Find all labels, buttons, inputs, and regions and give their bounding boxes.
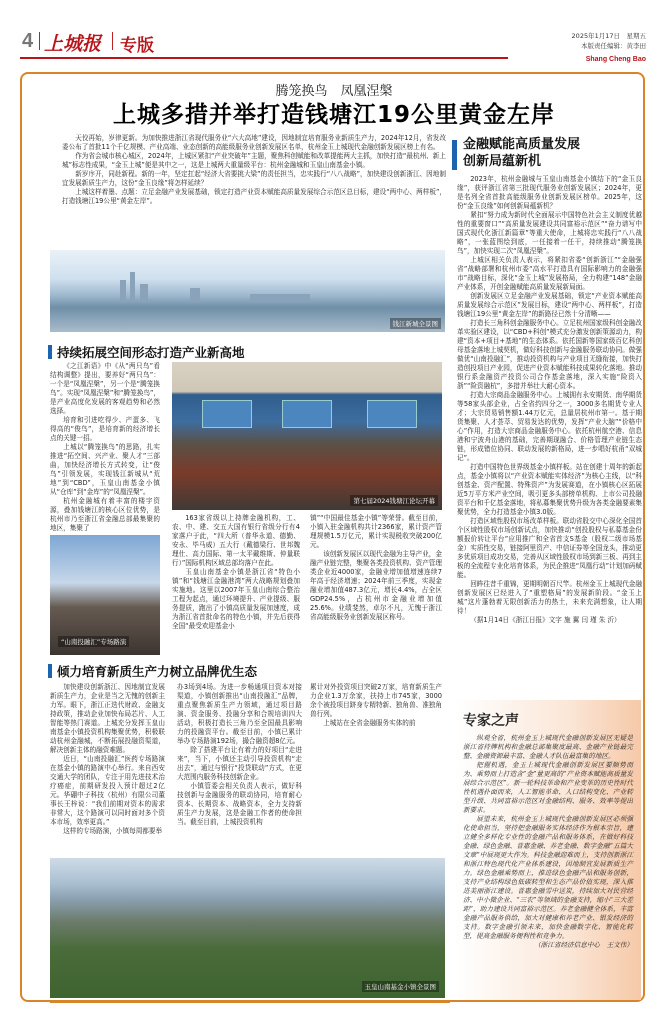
- skyline-photo: [50, 250, 445, 332]
- header-rule: [20, 57, 508, 59]
- page-number: 4: [22, 30, 34, 52]
- section2-col1: 《之江新语》中《从“两只鸟”看结构调整》提出，要养好“两只鸟”：一个是“凤凰涅槃”，另一个是“腾笼换鸟”。实现“凤凰涅槃”和“腾笼换鸟”，是产业高度化发展的客观趋势和必然选择。 培育和引进吃得少、产蛋多、飞得高的“俊鸟”，是培育新的经济增长点的关键一招。 上城以“腾笼换鸟”的思路，扎实推进“拓空间、兴产业、聚人才”三部曲，加快经济增长方式转变，让“俊鸟”引领发展，实现钱江新城从“荒地”到“CBD”，玉皇山南基金小镇从“仓库”到“金库”的“凤凰涅槃”。 杭州金融城有着丰富的楼宇资源，叠加钱塘江的核心区位优势，是杭州市乃至浙江省金融总部最集聚的地区，集聚了: [50, 362, 160, 532]
- bottom-rule: [50, 1001, 450, 1003]
- paragraph: 新岁序开，同赴新程。新的一年，坚定扛起“经济大省要挑大梁”的责任担当，忠实践行“八八战略”，加快建设创新浙江、因地制宜发展新质生产力，这份“金玉良缘”将怎样延续？: [62, 170, 446, 187]
- section-heading: 持续拓展空间形态打造产业新高地: [48, 343, 245, 361]
- page-title: 上城多措并举打造钱塘江19公里黄金左岸: [112, 102, 555, 128]
- conference-photo: [172, 362, 442, 510]
- photo-caption: 玉皇山南基金小镇全景图: [362, 981, 440, 992]
- section-bar: [48, 345, 52, 359]
- section3-col3: 累计对外投资项目突破2万家，培育新质生产力企业1.3万余家，扶持上市745家，3000余个被投项目跻身专精特新、独角兽、准独角兽行列。 上城站在全省金融服务实体的前: [310, 683, 442, 727]
- paragraph: 上城这样着墨、点题：立足金融产业发展基础，锁定打造产业资本赋能高质量发展综合示范区总目标，建设“两中心、两样板”，打造钱塘江19公里“黄金左岸”。: [62, 188, 446, 205]
- paragraph: 作为省会城市核心城区，2024年，上城区紧扣“产业突破年”主题，聚焦科创赋能和改革提能两大主抓，加快打造“最杭州、新上城”标志性成果，“金玉上城”便是其中之一，这是上城两大重量级平台：杭州金融城和玉皇山南基金小镇。: [62, 152, 446, 169]
- headline-kicker: 腾笼换鸟 凤凰涅槃: [275, 84, 393, 99]
- section3-col1: 加快建设创新浙江、因地制宜发展新质生产力，企业是当之无愧的创新主力军。眼下，浙江正迭代财政、金融支持政策，推动企业加快布局芯片、人工智能等热门赛道。上城充分发挥玉皇山南基金小镇投资机构集聚优势，积极联动杭州金融城，不断拓展投融资渠道，解决创新主体的融资难题。 近日，“山南投融汇”医药专场路演在基金小镇的路演中心举行。来自西安交通大学的团队，专注于用先进技术治疗癌症，前期研发投入预计超过2亿元。华硼中子科技（杭州）有限公司董事长王梓说：“我们前期对资本的需求非常大，这个路演可以同时面对多个资本市场，效率更高。” 这样的专场路演，小镇每周都要举: [50, 683, 165, 835]
- section-heading: 倾力培育新质生产力树立品牌优生态: [48, 662, 257, 680]
- issue-date: 2025年1月17日 星期五: [571, 32, 646, 40]
- editor-credit: 本版责任编辑：黄李田: [581, 42, 646, 50]
- section1-heading: 金融赋能高质量发展 创新局蕴新机: [463, 137, 581, 169]
- photo-caption: 钱江新城全景图: [390, 318, 442, 329]
- paragraph: 天佼再始，岁律更新。为加快推进浙江省现代服务业“六大高地”建设，因地制宜培育服务业新质生产力，2024年12月，省发改委公布了首批11个千亿规模、产业高端、业态创新的高能级服务业创新发展区名单，杭州金玉上城现代金融创新发展区榜上有名。: [62, 134, 446, 151]
- divider: [112, 32, 113, 50]
- expert-author: （浙江省经济信息中心 王文伟）: [534, 941, 633, 949]
- section1-text: 2023年，杭州金融城与玉皇山南基金小镇结下的“金玉良缘”，获评浙江省第三批现代服务业创新发展区；2024年，更是名列全省首批高能级服务业创新发展区榜单。2025年，这份“金玉良缘”如何创新局蕴新机？ 紧扣“努力成为新时代全面展示中国特色社会主义制度优越性的重要窗口”“高质量发展建设共同富裕示范区”“奋力谱写中国式现代化浙江新篇章”等重大使命，上城将忠实践行“八八战略”，一张蓝图绘到底，一任接着一任干，持续推动“腾笼换鸟”，加快实现二次“凤凰涅槃”。 上城区相关负责人表示，将紧扣省委“创新浙江”“金融强省”战略部署和杭州市委“高水平打造具有国际影响力的金融强市”战略目标，深化“金玉上城”发展格局，全力构建“148”金融产业体系，开创金融赋能高质量发展新局面。 创新发展区立足金融产业发展基础，锁定“产业资本赋能高质量发展综合示范区”发展目标，建设“两中心、两样板”，打造钱塘江19公里“黄金左岸”的新路径已然十分清晰—— 打造长三角科创金融服务中心。立足杭州国家级科创金融改革实验区建设，以“CBD+科创”模式充分激发创新策源动力，构建“资本+项目+基地”的生态体系。依托国新等国家级百亿科创母基金落地上城契机，做好科技创新与金融服务联动协同。做强做优“山南投融汇”，推动投资机构与产业项目无缝衔接，加快打造创投项目产业园，促进产业资本赋能科技成果转化落地。推动银行系金融资产投资公司合作基金落地，深入实施“险资入浙”“险资融杭”，多措并举壮大耐心资本。 打造大宗商品金融服务中心。上城拥有永安期货、南华期货等58家头部企业，占全省约四分之一，3000多名期货专业人才；大宗贸易销售额1.44万亿元，总量居杭州市第一。基于期货集聚、人才荟萃、贸易发达的优势，发挥“产业大脑”“价格中心”作用，打造大宗商品金融服务中心。依托杭州航空港、信息港和宁波舟山港的基础，完善期现融合、价格管理产业链生态链，形成错位协同、联动发展的新格局，进一步唱好杭甬“双城记”。 打造中国特色世界级基金小镇样板。站在创建十周年的新起点，基金小镇将以“产业资本赋能实体经济”为核心主线，以“科创基金、资产配置、特殊资产”为发展赛道，在小镇核心区拓展近5万平方米产业空间，吸引更多头部榜单机构、上市公司投融资平台和千亿基金落地，将私募集聚优势升级为各类金融要素集聚优势，全力打造基金小镇3.0版。 打造区域性股权市场改革样板。联动省股交中心深化全国首个区域性股权市场创新试点，加快推动“创投股权与私募基金份额报价转让平台”应用推广和全省首支S基金（股权二级市场基金）实质性交易，链接阿里资产、中信证券等全国龙头，推动更多优质项目成功交易，完善从区域性股权市场到新三板、再到主板的全流程专业化培育体系，为民企推进“凤凰行动”计划加码赋能。 回眸往昔千重锦，更期明朝百尺竿。杭州金玉上城现代金融创新发展区已经进入了“重塑格局”的发展新阶段。“金玉上城”这片蓬勃着无限创新活力的热土，未来充满想象，让人期待！ （据1月14日《浙江日报》文字 施 翼 闫 瑾 朱 沂）: [457, 175, 642, 624]
- expert-title: 专家之声: [463, 713, 519, 729]
- brand-english: Shang Cheng Bao: [585, 56, 646, 63]
- photo-caption: 第七届2024钱塘江论坛开幕: [350, 495, 438, 506]
- aerial-photo: [50, 858, 445, 998]
- section2-col3: 镇”“中国最佳基金小镇”等荣誉。截至目前，小镇入驻金融机构共计2366家，累计资产管理规模1.5万亿元，累计实现税收突破200亿元。 该创新发展区以现代金融为主导产业，金融产业链完整，集聚各类投资机构、资产管理类企业近4000家，金融业增加值增速连续7年高于经济增速；2024年前三季度，实现金融业增加值487.3亿元，增长4.4%，占全区GDP24.5%，占杭州市金融业增加值25.6%。业绩斐然，卓尔不凡，无愧于浙江省高能级服务业创新发展区称号。: [310, 514, 442, 621]
- intro-text: [62, 134, 446, 206]
- divider: [39, 32, 40, 50]
- expert-box: 专家之声 纵观全省，杭州金玉上城现代金融创新发展区无疑是浙江省持牌机构和金融总部集聚度最高、金融产业链最完整、金融资源最丰富、金融人才队伍最富集的地区。 把握机遇，金玉上城现代金融创新发展区要顺势而为、乘势而上打造含“金”量更高的“产业资本赋能高质量发展综合示范区”。新一轮科技革命和产业变革的历史性时代性机遇扑面而来，人工智能革命、人口结构变化、产业转型升级、共同富裕示范区对金融结构、服务、效率等提出新要求。 展望未来，杭州金玉上城现代金融创新发展区必须强化使命担当，坚持把金融服务实体经济作为根本宗旨，建立健全多样化专业性的金融产品和服务体系，在做好科技金融、绿色金融、普惠金融、养老金融、数字金融“五篇大文章”中展现更大作为。科技金融迎难而上，支持创新浙江和浙江特色现代化产业体系建设，因地制宜发展新质生产力。绿色金融乘势而上，推进绿色金融产品和服务创新，支持产业结构绿色低碳转型和生态产品价值实现，深入推进美丽浙江建设。普惠金融雪中送炭，持续加大对民营经济、中小微企业、“三农”等领域的金融支持，缩小“三大差距”，助力建设共同富裕示范区。养老金融健全体系，丰富金融产品服务供给，加大对健康和养老产业、银发经济的支持。数字金融引领未来，加快金融数字化、智能化转型，提高金融服务便利性和竞争力。 （浙江省经济信息中心 王文伟）: [455, 700, 641, 1000]
- section2-col2: 163家省级以上持牌金融机构，工、农、中、建、交五大国有银行省级分行有4家落户于此，“四大所（普华永道、德勤、安永、毕马威）五大行（戴德梁行、世邦魏理仕、高力国际、第一太平戴维斯、仲量联行）”国际机构区域总部均落户在此。 玉皇山南基金小镇是浙江省“特色小镇”和“钱塘江金融港湾”两大战略规划叠加实施地。这里以2007年玉皇山南综合整治工程为起点，通过环境提升、产业提级、服务提质，跑出了小镇高质量发展加速度，成为浙江省首批命名的特色小镇，并先后获得全国“最受欢迎基金小: [172, 514, 300, 630]
- byline: （据1月14日《浙江日报》文字 施 翼 闫 瑾 朱 沂）: [470, 616, 621, 624]
- roadshow-photo: [50, 535, 160, 655]
- photo-caption: “山南投融汇”专场路演: [58, 636, 129, 647]
- section-bar: [48, 664, 52, 678]
- section3-col2: 办3场到4场。为进一步畅通项目资本对接渠道，小镇创新推出“山南投融汇”品牌，重点聚焦新质生产力领域，通过项目路演、资金服务、投融分享和合规培训四大活动，积极打造长三角乃至全国最具影响力的投融资平台。截至目前，小镇已累计举办专场路演192场，撮合融资超8亿元。 除了搭建平台让有着力的好项目“走进来”，当下，小镇还主动引导投资机构“走出去”，通过与银行“投贷联动”方式，在更大范围内服务科技创新企业。 小镇管委会相关负责人表示，做好科技创新与金融服务的联动协同，培育耐心资本、长期资本、战略资本，全力支持新质生产力发展，这是金融工作者的使命担当。截至目前，上城投资机构: [177, 683, 302, 826]
- section-label: 专版: [120, 36, 154, 56]
- masthead-logo: 上城报: [44, 33, 102, 55]
